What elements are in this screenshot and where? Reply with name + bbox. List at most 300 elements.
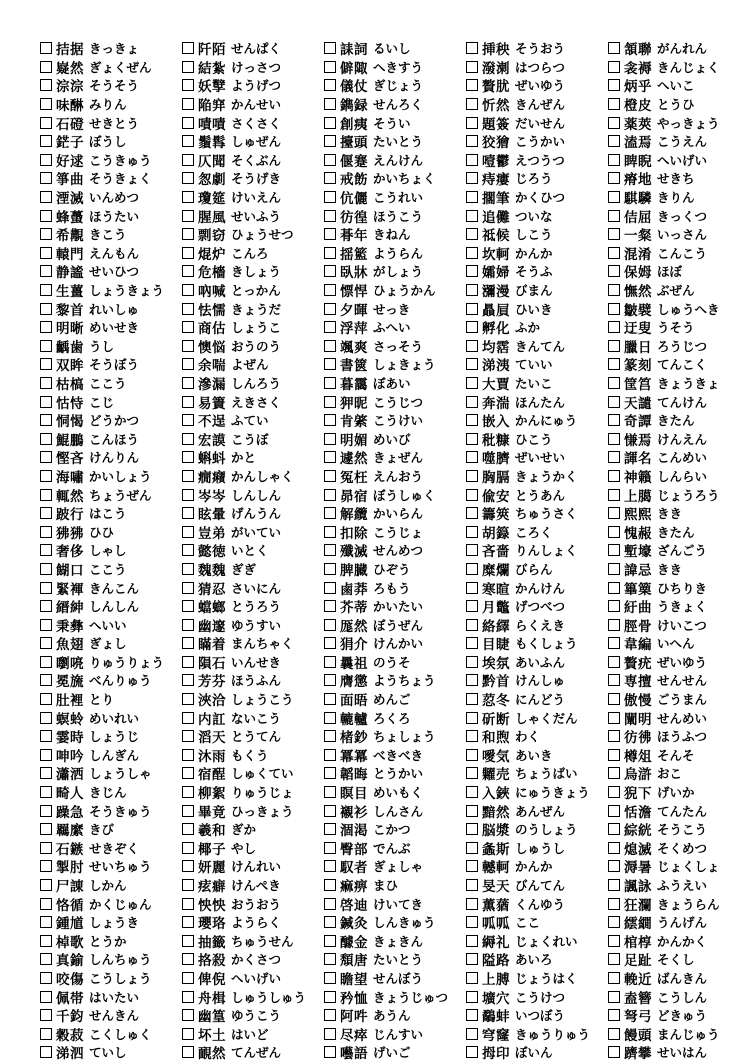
- checkbox[interactable]: [466, 1046, 478, 1058]
- checkbox[interactable]: [324, 191, 336, 203]
- checkbox[interactable]: [466, 1009, 478, 1021]
- checkbox[interactable]: [608, 582, 620, 594]
- checkbox[interactable]: [466, 79, 478, 91]
- checkbox[interactable]: [466, 358, 478, 370]
- checkbox[interactable]: [466, 42, 478, 54]
- checkbox[interactable]: [466, 953, 478, 965]
- checkbox[interactable]: [466, 451, 478, 463]
- checkbox[interactable]: [466, 935, 478, 947]
- checkbox[interactable]: [324, 470, 336, 482]
- word-kanji: 胡籙: [482, 525, 510, 542]
- checkbox[interactable]: [182, 656, 194, 668]
- checkbox[interactable]: [466, 61, 478, 73]
- checkbox[interactable]: [182, 619, 194, 631]
- checkbox[interactable]: [40, 786, 52, 798]
- checkbox[interactable]: [182, 265, 194, 277]
- checkbox[interactable]: [40, 544, 52, 556]
- checkbox[interactable]: [324, 674, 336, 686]
- checkbox[interactable]: [182, 451, 194, 463]
- checkbox[interactable]: [608, 972, 620, 984]
- checkbox[interactable]: [608, 1046, 620, 1058]
- list-item: [466, 448, 608, 467]
- list-item: [182, 597, 324, 616]
- checkbox[interactable]: [608, 898, 620, 910]
- checkbox[interactable]: [40, 898, 52, 910]
- checkbox[interactable]: [466, 172, 478, 184]
- checkbox[interactable]: [324, 210, 336, 222]
- checkbox[interactable]: [40, 228, 52, 240]
- checkbox[interactable]: [40, 712, 52, 724]
- checkbox[interactable]: [40, 321, 52, 333]
- checkbox[interactable]: [466, 879, 478, 891]
- checkbox[interactable]: [182, 916, 194, 928]
- checkbox[interactable]: [466, 340, 478, 352]
- checkbox[interactable]: [324, 265, 336, 277]
- checkbox[interactable]: [466, 414, 478, 426]
- checkbox[interactable]: [608, 172, 620, 184]
- checkbox[interactable]: [40, 191, 52, 203]
- checkbox[interactable]: [466, 563, 478, 575]
- checkbox[interactable]: [182, 489, 194, 501]
- checkbox[interactable]: [182, 358, 194, 370]
- checkbox[interactable]: [40, 1009, 52, 1021]
- checkbox[interactable]: [182, 507, 194, 519]
- checkbox[interactable]: [182, 117, 194, 129]
- checkbox[interactable]: [324, 767, 336, 779]
- checkbox[interactable]: [324, 377, 336, 389]
- checkbox[interactable]: [182, 42, 194, 54]
- checkbox[interactable]: [466, 786, 478, 798]
- checkbox[interactable]: [40, 507, 52, 519]
- checkbox[interactable]: [608, 61, 620, 73]
- checkbox[interactable]: [324, 396, 336, 408]
- checkbox[interactable]: [324, 1028, 336, 1040]
- word-reading: あんぜん: [515, 803, 566, 819]
- checkbox[interactable]: [466, 247, 478, 259]
- checkbox[interactable]: [608, 674, 620, 686]
- checkbox[interactable]: [324, 693, 336, 705]
- checkbox[interactable]: [608, 210, 620, 222]
- checkbox[interactable]: [466, 656, 478, 668]
- checkbox[interactable]: [324, 135, 336, 147]
- checkbox[interactable]: [466, 135, 478, 147]
- checkbox[interactable]: [40, 842, 52, 854]
- checkbox[interactable]: [182, 191, 194, 203]
- checkbox[interactable]: [40, 953, 52, 965]
- checkbox[interactable]: [40, 674, 52, 686]
- checkbox[interactable]: [466, 582, 478, 594]
- checkbox[interactable]: [466, 98, 478, 110]
- checkbox[interactable]: [466, 823, 478, 835]
- checkbox[interactable]: [608, 656, 620, 668]
- checkbox[interactable]: [182, 470, 194, 482]
- checkbox[interactable]: [324, 953, 336, 965]
- checkbox[interactable]: [466, 860, 478, 872]
- checkbox[interactable]: [324, 98, 336, 110]
- checkbox[interactable]: [182, 377, 194, 389]
- checkbox[interactable]: [182, 1046, 194, 1058]
- checkbox[interactable]: [182, 1009, 194, 1021]
- checkbox[interactable]: [324, 786, 336, 798]
- checkbox[interactable]: [324, 154, 336, 166]
- checkbox[interactable]: [182, 433, 194, 445]
- checkbox[interactable]: [608, 935, 620, 947]
- checkbox[interactable]: [324, 61, 336, 73]
- checkbox[interactable]: [182, 247, 194, 259]
- checkbox[interactable]: [608, 563, 620, 575]
- checkbox[interactable]: [40, 489, 52, 501]
- checkbox[interactable]: [40, 303, 52, 315]
- checkbox[interactable]: [40, 805, 52, 817]
- checkbox[interactable]: [466, 284, 478, 296]
- checkbox[interactable]: [40, 582, 52, 594]
- checkbox[interactable]: [40, 1028, 52, 1040]
- checkbox[interactable]: [608, 396, 620, 408]
- checkbox[interactable]: [40, 358, 52, 370]
- checkbox[interactable]: [324, 712, 336, 724]
- checkbox[interactable]: [466, 637, 478, 649]
- checkbox[interactable]: [324, 544, 336, 556]
- checkbox[interactable]: [182, 321, 194, 333]
- checkbox[interactable]: [608, 767, 620, 779]
- checkbox[interactable]: [40, 414, 52, 426]
- checkbox[interactable]: [324, 433, 336, 445]
- list-item: [40, 1024, 182, 1043]
- checkbox[interactable]: [608, 433, 620, 445]
- checkbox[interactable]: [40, 693, 52, 705]
- checkbox[interactable]: [466, 916, 478, 928]
- checkbox[interactable]: [608, 135, 620, 147]
- checkbox[interactable]: [466, 805, 478, 817]
- checkbox[interactable]: [40, 340, 52, 352]
- checkbox[interactable]: [182, 767, 194, 779]
- checkbox[interactable]: [466, 600, 478, 612]
- checkbox[interactable]: [40, 135, 52, 147]
- checkbox[interactable]: [608, 991, 620, 1003]
- checkbox[interactable]: [40, 991, 52, 1003]
- list-item: [324, 894, 466, 913]
- checkbox[interactable]: [40, 767, 52, 779]
- checkbox[interactable]: [40, 879, 52, 891]
- checkbox[interactable]: [324, 303, 336, 315]
- checkbox[interactable]: [40, 526, 52, 538]
- checkbox[interactable]: [40, 656, 52, 668]
- checkbox[interactable]: [608, 860, 620, 872]
- checkbox[interactable]: [608, 879, 620, 891]
- checkbox[interactable]: [40, 470, 52, 482]
- checkbox[interactable]: [466, 991, 478, 1003]
- checkbox[interactable]: [608, 321, 620, 333]
- list-item: [466, 950, 608, 969]
- list-item: [40, 969, 182, 988]
- checkbox[interactable]: [324, 1009, 336, 1021]
- checkbox[interactable]: [466, 972, 478, 984]
- checkbox[interactable]: [324, 805, 336, 817]
- checkbox[interactable]: [466, 749, 478, 761]
- list-item: [466, 690, 608, 709]
- checkbox[interactable]: [608, 730, 620, 742]
- checkbox[interactable]: [608, 637, 620, 649]
- checkbox[interactable]: [182, 860, 194, 872]
- checkbox[interactable]: [40, 563, 52, 575]
- checkbox[interactable]: [324, 172, 336, 184]
- checkbox[interactable]: [40, 98, 52, 110]
- checkbox[interactable]: [182, 228, 194, 240]
- checkbox[interactable]: [182, 693, 194, 705]
- checkbox[interactable]: [608, 470, 620, 482]
- checkbox[interactable]: [324, 340, 336, 352]
- checkbox[interactable]: [608, 786, 620, 798]
- checkbox[interactable]: [182, 879, 194, 891]
- checkbox[interactable]: [182, 544, 194, 556]
- checkbox[interactable]: [466, 303, 478, 315]
- checkbox[interactable]: [466, 210, 478, 222]
- checkbox[interactable]: [40, 935, 52, 947]
- checkbox[interactable]: [324, 489, 336, 501]
- checkbox[interactable]: [324, 991, 336, 1003]
- checkbox[interactable]: [324, 898, 336, 910]
- checkbox[interactable]: [466, 321, 478, 333]
- checkbox[interactable]: [182, 98, 194, 110]
- checkbox[interactable]: [324, 730, 336, 742]
- checkbox[interactable]: [324, 414, 336, 426]
- checkbox[interactable]: [40, 79, 52, 91]
- checkbox[interactable]: [466, 526, 478, 538]
- checkbox[interactable]: [182, 135, 194, 147]
- checkbox[interactable]: [40, 247, 52, 259]
- checkbox[interactable]: [182, 637, 194, 649]
- checkbox[interactable]: [324, 284, 336, 296]
- checkbox[interactable]: [40, 61, 52, 73]
- checkbox[interactable]: [182, 953, 194, 965]
- checkbox[interactable]: [466, 433, 478, 445]
- checkbox[interactable]: [40, 396, 52, 408]
- checkbox[interactable]: [466, 767, 478, 779]
- checkbox[interactable]: [40, 117, 52, 129]
- checkbox[interactable]: [466, 544, 478, 556]
- list-item: [40, 374, 182, 393]
- checkbox[interactable]: [324, 451, 336, 463]
- checkbox[interactable]: [40, 265, 52, 277]
- checkbox[interactable]: [324, 860, 336, 872]
- checkbox[interactable]: [182, 284, 194, 296]
- list-item: [324, 337, 466, 356]
- checkbox[interactable]: [182, 898, 194, 910]
- word-reading: しんぎん: [89, 747, 140, 763]
- checkbox[interactable]: [608, 191, 620, 203]
- word-reading: きょきん: [373, 933, 424, 949]
- checkbox[interactable]: [324, 619, 336, 631]
- checkbox[interactable]: [40, 284, 52, 296]
- checkbox[interactable]: [182, 61, 194, 73]
- checkbox[interactable]: [608, 414, 620, 426]
- checkbox[interactable]: [324, 656, 336, 668]
- checkbox[interactable]: [182, 414, 194, 426]
- word-kanji: 瓔珞: [198, 916, 226, 933]
- checkbox[interactable]: [182, 563, 194, 575]
- checkbox[interactable]: [182, 154, 194, 166]
- checkbox[interactable]: [182, 749, 194, 761]
- checkbox[interactable]: [40, 916, 52, 928]
- checkbox[interactable]: [324, 321, 336, 333]
- checkbox[interactable]: [40, 377, 52, 389]
- checkbox[interactable]: [40, 619, 52, 631]
- checkbox[interactable]: [608, 953, 620, 965]
- checkbox[interactable]: [182, 526, 194, 538]
- checkbox[interactable]: [466, 693, 478, 705]
- checkbox[interactable]: [608, 749, 620, 761]
- checkbox[interactable]: [40, 730, 52, 742]
- list-item: [40, 485, 182, 504]
- list-item: [608, 58, 750, 77]
- checkbox[interactable]: [466, 377, 478, 389]
- checkbox[interactable]: [608, 284, 620, 296]
- checkbox[interactable]: [324, 42, 336, 54]
- checkbox[interactable]: [608, 1009, 620, 1021]
- checkbox[interactable]: [182, 79, 194, 91]
- checkbox[interactable]: [608, 358, 620, 370]
- checkbox[interactable]: [466, 470, 478, 482]
- checkbox[interactable]: [40, 823, 52, 835]
- checkbox[interactable]: [466, 265, 478, 277]
- checkbox[interactable]: [466, 396, 478, 408]
- checkbox[interactable]: [324, 600, 336, 612]
- checkbox[interactable]: [182, 674, 194, 686]
- checkbox[interactable]: [608, 154, 620, 166]
- checkbox[interactable]: [40, 210, 52, 222]
- checkbox[interactable]: [466, 228, 478, 240]
- checkbox[interactable]: [608, 451, 620, 463]
- checkbox[interactable]: [324, 526, 336, 538]
- list-item: [324, 429, 466, 448]
- checkbox[interactable]: [324, 1046, 336, 1058]
- checkbox[interactable]: [466, 507, 478, 519]
- checkbox[interactable]: [466, 619, 478, 631]
- checkbox[interactable]: [324, 507, 336, 519]
- checkbox[interactable]: [324, 247, 336, 259]
- checkbox[interactable]: [324, 879, 336, 891]
- checkbox[interactable]: [40, 860, 52, 872]
- checkbox[interactable]: [40, 972, 52, 984]
- checkbox[interactable]: [466, 674, 478, 686]
- checkbox[interactable]: [182, 935, 194, 947]
- checkbox[interactable]: [466, 191, 478, 203]
- checkbox[interactable]: [182, 600, 194, 612]
- checkbox[interactable]: [324, 582, 336, 594]
- checkbox[interactable]: [608, 340, 620, 352]
- checkbox[interactable]: [182, 823, 194, 835]
- checkbox[interactable]: [324, 117, 336, 129]
- checkbox[interactable]: [182, 805, 194, 817]
- checkbox[interactable]: [608, 265, 620, 277]
- checkbox[interactable]: [608, 823, 620, 835]
- checkbox[interactable]: [40, 172, 52, 184]
- checkbox[interactable]: [40, 451, 52, 463]
- checkbox[interactable]: [182, 340, 194, 352]
- checkbox[interactable]: [608, 916, 620, 928]
- checkbox[interactable]: [324, 972, 336, 984]
- checkbox[interactable]: [40, 42, 52, 54]
- checkbox[interactable]: [182, 1028, 194, 1040]
- checkbox[interactable]: [182, 991, 194, 1003]
- checkbox[interactable]: [608, 507, 620, 519]
- checkbox[interactable]: [608, 117, 620, 129]
- checkbox[interactable]: [608, 544, 620, 556]
- checkbox[interactable]: [182, 303, 194, 315]
- checklist-column-3: [324, 39, 466, 1062]
- checkbox[interactable]: [608, 619, 620, 631]
- word-kanji: 愧赧: [624, 525, 652, 542]
- checkbox[interactable]: [324, 749, 336, 761]
- checkbox[interactable]: [608, 712, 620, 724]
- checkbox[interactable]: [182, 172, 194, 184]
- word-kanji: 狂瀾: [624, 897, 652, 914]
- checkbox[interactable]: [608, 600, 620, 612]
- checkbox[interactable]: [324, 358, 336, 370]
- checkbox[interactable]: [466, 712, 478, 724]
- word-kanji: 揺籃: [340, 246, 368, 263]
- checkbox[interactable]: [466, 489, 478, 501]
- checkbox[interactable]: [324, 916, 336, 928]
- word-reading: じょくれい: [515, 933, 578, 949]
- checkbox[interactable]: [324, 79, 336, 91]
- checkbox[interactable]: [324, 228, 336, 240]
- checkbox[interactable]: [608, 1028, 620, 1040]
- checkbox[interactable]: [182, 210, 194, 222]
- checkbox[interactable]: [324, 563, 336, 575]
- checkbox[interactable]: [182, 712, 194, 724]
- checkbox[interactable]: [608, 489, 620, 501]
- checkbox[interactable]: [182, 396, 194, 408]
- checkbox[interactable]: [324, 637, 336, 649]
- checkbox[interactable]: [40, 1046, 52, 1058]
- checkbox[interactable]: [608, 377, 620, 389]
- list-item: [608, 671, 750, 690]
- checkbox[interactable]: [608, 842, 620, 854]
- checkbox[interactable]: [40, 154, 52, 166]
- list-item: [608, 894, 750, 913]
- checkbox[interactable]: [608, 526, 620, 538]
- checkbox[interactable]: [466, 842, 478, 854]
- checkbox[interactable]: [466, 154, 478, 166]
- checkbox[interactable]: [466, 1028, 478, 1040]
- checkbox[interactable]: [608, 805, 620, 817]
- checkbox[interactable]: [40, 749, 52, 761]
- checkbox[interactable]: [466, 898, 478, 910]
- checkbox[interactable]: [608, 42, 620, 54]
- checkbox[interactable]: [40, 433, 52, 445]
- checkbox[interactable]: [466, 730, 478, 742]
- checkbox[interactable]: [608, 79, 620, 91]
- list-item: [608, 522, 750, 541]
- checkbox[interactable]: [324, 823, 336, 835]
- checkbox[interactable]: [182, 842, 194, 854]
- checkbox[interactable]: [40, 637, 52, 649]
- checkbox[interactable]: [182, 972, 194, 984]
- checkbox[interactable]: [466, 117, 478, 129]
- checkbox[interactable]: [182, 730, 194, 742]
- checkbox[interactable]: [608, 693, 620, 705]
- checkbox[interactable]: [608, 247, 620, 259]
- checkbox[interactable]: [608, 303, 620, 315]
- checkbox[interactable]: [608, 228, 620, 240]
- checkbox[interactable]: [182, 786, 194, 798]
- checkbox[interactable]: [324, 935, 336, 947]
- checkbox[interactable]: [182, 582, 194, 594]
- checkbox[interactable]: [324, 842, 336, 854]
- checkbox[interactable]: [608, 98, 620, 110]
- checkbox[interactable]: [40, 600, 52, 612]
